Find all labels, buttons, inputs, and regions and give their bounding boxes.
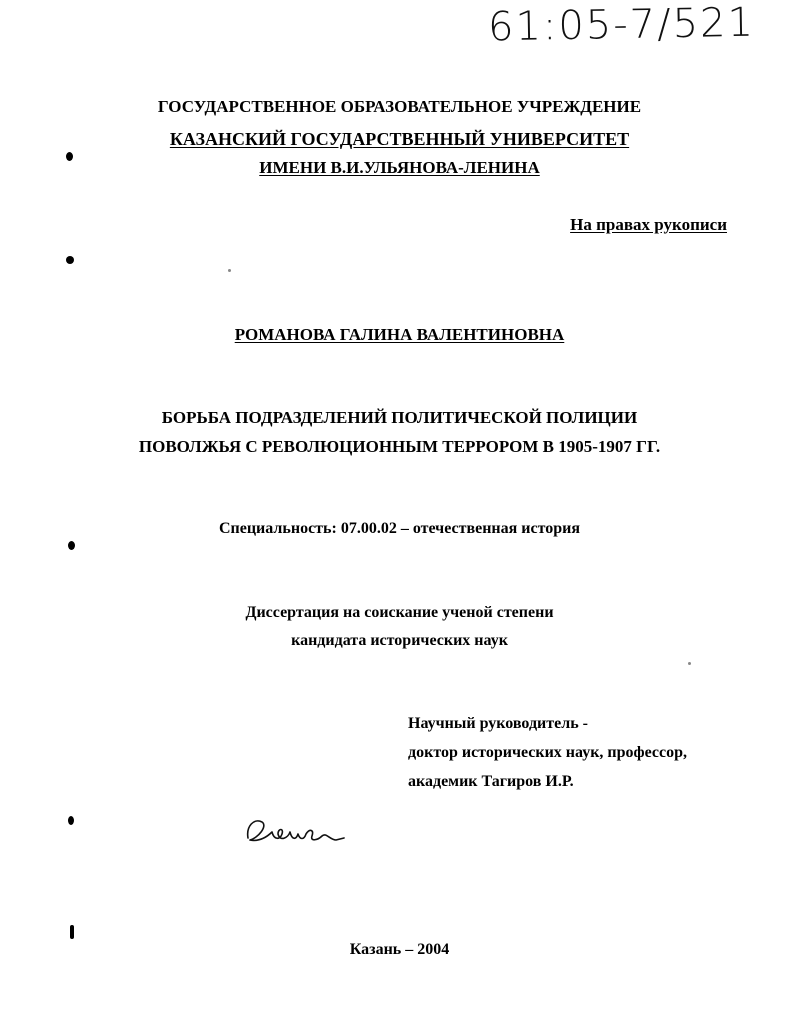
specialty: Специальность: 07.00.02 – отечественная история [218,520,581,537]
title-line-1: БОРЬБА ПОДРАЗДЕЛЕНИЙ ПОЛИТИЧЕСКОЙ ПОЛИЦИИ [161,408,638,427]
punch-hole-mark [68,541,75,550]
degree-line-1: Диссертация на соискание ученой степени [245,604,554,621]
archive-number: 61:05-7/521 [487,0,756,51]
place-year: Казань – 2004 [349,941,450,958]
speck-mark [228,269,231,272]
punch-hole-mark [70,925,74,939]
manuscript-note: На правах рукописи [570,215,727,234]
title-line-2: ПОВОЛЖЬЯ С РЕВОЛЮЦИОННЫМ ТЕРРОРОМ В 1905-1907 ГГ. [138,437,661,456]
supervisor-line-1: Научный руководитель - [408,715,588,732]
institution-line-1: ГОСУДАРСТВЕННОЕ ОБРАЗОВАТЕЛЬНОЕ УЧРЕЖДЕНИЕ [157,97,642,116]
punch-hole-mark [66,152,73,161]
degree-line-2: кандидата исторических наук [291,632,508,649]
supervisor-line-3: академик Тагиров И.Р. [408,773,574,790]
institution-line-3: ИМЕНИ В.И.УЛЬЯНОВА-ЛЕНИНА [259,158,540,177]
speck-mark [688,662,691,665]
supervisor-line-2: доктор исторических наук, профессор, [408,744,688,761]
punch-hole-mark [66,256,74,264]
punch-hole-mark [68,816,74,825]
author-name: РОМАНОВА ГАЛИНА ВАЛЕНТИНОВНА [234,325,565,344]
institution-line-2: КАЗАНСКИЙ ГОСУДАРСТВЕННЫЙ УНИВЕРСИТЕТ [169,129,630,149]
handwritten-signature [240,810,350,855]
